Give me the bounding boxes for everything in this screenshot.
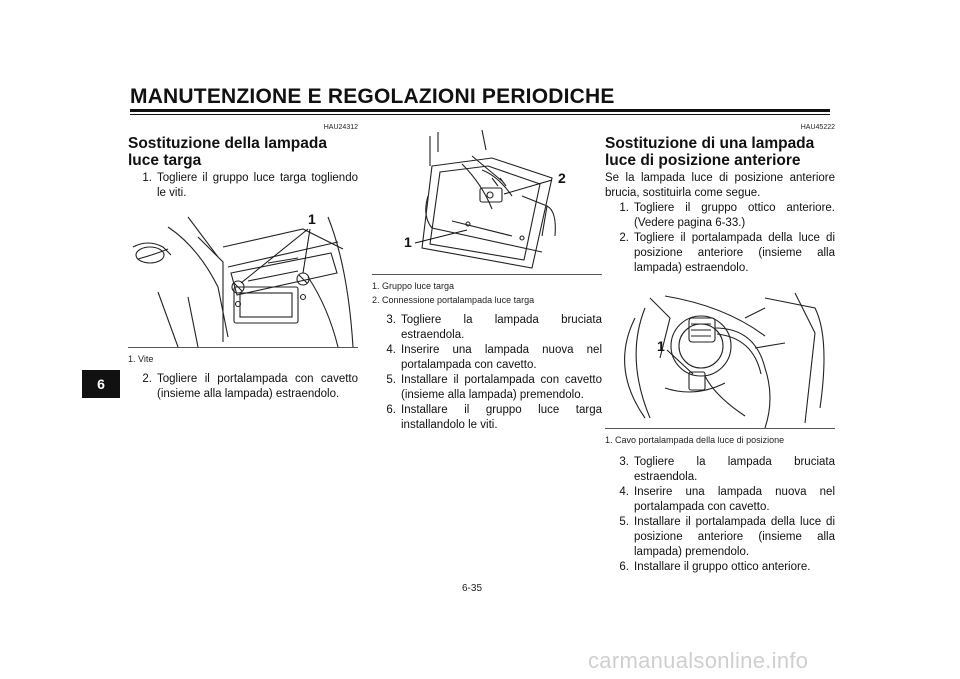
column-left xyxy=(128,120,358,402)
figure-caption: 1. Gruppo luce targa xyxy=(372,281,455,291)
figure-divider xyxy=(372,274,602,275)
watermark: carmanualsonline.info xyxy=(588,648,809,673)
steps-list xyxy=(128,372,358,402)
list-item: 1. Togliere il gruppo luce targa togliendo le viti. xyxy=(142,172,358,199)
figure-callout: 1 xyxy=(404,234,412,250)
section-heading: Sostituzione di una lampada luce di posizione anteriore xyxy=(605,135,815,169)
list-item: 5. Installare il portalampada con cavetto (insieme alla lampada) premendolo. xyxy=(386,374,602,401)
position-light-figure xyxy=(605,288,835,428)
position-light-illustration xyxy=(605,288,835,428)
figure-divider xyxy=(605,428,835,429)
column-right xyxy=(605,120,835,575)
section-heading: Sostituzione della lampada luce targa xyxy=(128,135,327,169)
license-light-screws-figure xyxy=(128,207,358,347)
steps-list xyxy=(605,201,835,276)
column-middle xyxy=(372,126,602,433)
steps-list xyxy=(372,313,602,433)
list-item: 2. Togliere il portalampada con cavetto (insieme alla lampada) estraendolo. xyxy=(142,373,358,400)
figure-caption: 1. Cavo portalampada della luce di posizione xyxy=(605,435,785,445)
intro-text: Se la lampada luce di posizione anteriore brucia, sostituirla come segue. xyxy=(605,172,835,199)
list-item: 4. Inserire una lampada nuova nel portalampada con cavetto. xyxy=(386,344,602,371)
license-light-illustration xyxy=(128,207,358,347)
list-item: 6. Installare il gruppo luce targa installandolo le viti. xyxy=(386,404,602,431)
steps-list xyxy=(605,455,835,575)
figure-callout: 1 xyxy=(657,338,665,354)
license-light-assembly-illustration xyxy=(372,126,602,274)
list-item: 3. Togliere la lampada bruciata estraendola. xyxy=(386,314,602,341)
list-item: 5. Installare il portalampada della luce di posizione anteriore (insieme alla lampada) premendolo. xyxy=(619,516,835,558)
figure-callout: 1 xyxy=(308,211,316,227)
steps-list xyxy=(128,171,358,201)
section-code: HAU45222 xyxy=(800,124,835,131)
license-light-assembly-figure xyxy=(372,126,602,274)
header-rule-thick xyxy=(130,109,830,112)
header-rule-thin xyxy=(130,114,830,115)
figure-caption: 2. Connessione portalampada luce targa xyxy=(372,295,535,305)
list-item: 4. Inserire una lampada nuova nel portalampada con cavetto. xyxy=(619,486,835,513)
list-item: 1. Togliere il gruppo ottico anteriore. (Vedere pagina 6-33.) xyxy=(619,202,835,229)
page-header-title: MANUTENZIONE E REGOLAZIONI PERIODICHE xyxy=(130,85,615,108)
section-code: HAU24312 xyxy=(323,124,358,131)
figure-divider xyxy=(128,347,358,348)
figure-callout: 2 xyxy=(558,170,566,186)
page-number: 6-35 xyxy=(462,583,483,594)
list-item: 2. Togliere il portalampada della luce di posizione anteriore (insieme alla lampada) estraendolo. xyxy=(619,232,835,274)
chapter-tab: 6 xyxy=(82,370,120,398)
list-item: 3. Togliere la lampada bruciata estraendola. xyxy=(619,456,835,483)
figure-caption: 1. Vite xyxy=(128,354,154,364)
list-item: 6. Installare il gruppo ottico anteriore. xyxy=(619,561,811,573)
